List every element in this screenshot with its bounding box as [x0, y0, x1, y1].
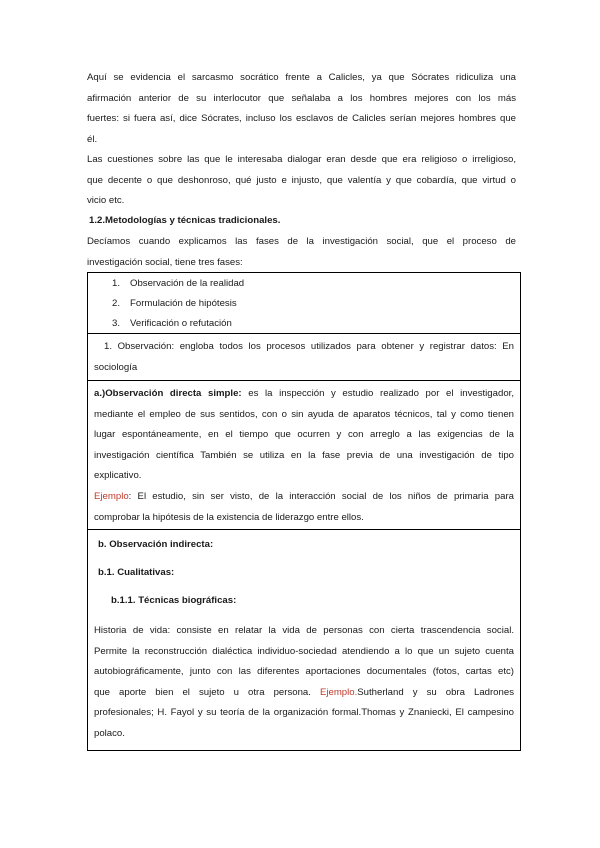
example-text: : El estudio, sin ser visto, de la interacción social de los niños de primaria para: [128, 490, 514, 502]
text-line: comprobar la hipótesis de la existencia de liderazgo entre ellos.: [94, 511, 364, 523]
indirect-subsub: b.1.1. Técnicas biográficas:: [111, 595, 237, 606]
indirect-sub: b.1. Cualitativas:: [98, 567, 175, 578]
phases-intro: [87, 232, 516, 273]
text-line: lugar espontáneamente, en el tiempo que ocurren y con arreglo a las exigencias de la: [94, 429, 514, 441]
text-line: [94, 384, 514, 405]
direct-first-line: es la inspección y estudio realizado por el investigador,: [241, 388, 514, 399]
list-label: Formulación de hipótesis: [130, 298, 237, 309]
direct-observation-box: [87, 380, 521, 530]
indirect-text: Sutherland y su obra Ladrones: [357, 686, 514, 698]
text-line: vicio etc.: [87, 195, 125, 207]
text-line: [94, 487, 514, 508]
example-label: Ejemplo.: [319, 686, 358, 698]
example-label: Ejemplo: [94, 490, 129, 502]
intro-paragraph: [87, 68, 516, 150]
list-item: [88, 274, 520, 294]
text-line: polaco.: [94, 727, 125, 739]
text-line: Decíamos cuando explicamos las fases de la investigación social, que el proceso de: [87, 236, 516, 247]
text-line: investigación científica También se utiliza en la fase previa de una investigación de tipo: [94, 449, 514, 461]
section-heading: 1.2.Metodologías y técnicas tradicionales.: [89, 215, 281, 226]
list-label: Observación de la realidad: [130, 278, 245, 289]
list-number: 2.: [112, 298, 121, 309]
list-item: [88, 314, 520, 334]
topics-paragraph: [87, 150, 516, 212]
text-line: que decente o que deshonroso, qué justo e injusto, que valentía y que cobardía, que virtud o: [87, 174, 516, 186]
indirect-title: b. Observación indirecta:: [98, 539, 214, 550]
text-line: Las cuestiones sobre las que le interesaba dialogar eran desde que era religioso o irreligioso,: [87, 154, 516, 165]
text-line: mediante el empleo de sus sentidos, con o sin ayuda de aparatos técnicos, tal y como tienen: [94, 408, 514, 420]
text-line: fuertes: si fuera así, dice Sócrates, incluso los esclavos de Calicles serían mejores hombres que: [87, 113, 516, 125]
observation-box: [87, 333, 521, 381]
text-line: sociología: [94, 361, 138, 373]
text-line: autobiográficamente, junto con las diferentes aportaciones documentales (fotos, cartas etc): [94, 666, 514, 678]
text-line: investigación social, tiene tres fases:: [87, 256, 243, 268]
phases-box: [87, 272, 521, 334]
text-line: Permite la reconstrucción dialéctica individuo-sociedad atendiendo a lo que un sujeto cuenta: [94, 645, 514, 657]
text-line: profesionales; H. Fayol y su teoría de la organización formal.Thomas y Znaniecki, El campesino: [94, 707, 514, 719]
direct-title: a.)Observación directa simple:: [94, 388, 242, 399]
text-line: Historia de vida: consiste en relatar la vida de personas con cierta trascendencia social.: [94, 625, 514, 636]
text-line: él.: [87, 133, 98, 145]
phases-list: [88, 274, 520, 334]
text-line: Aquí se evidencia el sarcasmo socrático frente a Calicles, ya que Sócrates ridiculiza una: [87, 72, 516, 83]
text-line: explicativo.: [94, 470, 142, 482]
list-number: 1.: [112, 278, 121, 289]
text-line: afirmación anterior de su interlocutor que señalaba a los hombres mejores con los más: [87, 92, 516, 104]
text-line: [94, 683, 514, 704]
indirect-text: que aporte bien el sujeto u otra persona.: [94, 686, 320, 698]
indirect-observation-box: [87, 529, 521, 751]
text-line: 1. Observación: engloba todos los procesos utilizados para obtener y registrar datos: En: [104, 341, 514, 352]
list-number: 3.: [112, 318, 121, 329]
list-label: Verificación o refutación: [130, 318, 232, 329]
list-item: [88, 294, 520, 314]
